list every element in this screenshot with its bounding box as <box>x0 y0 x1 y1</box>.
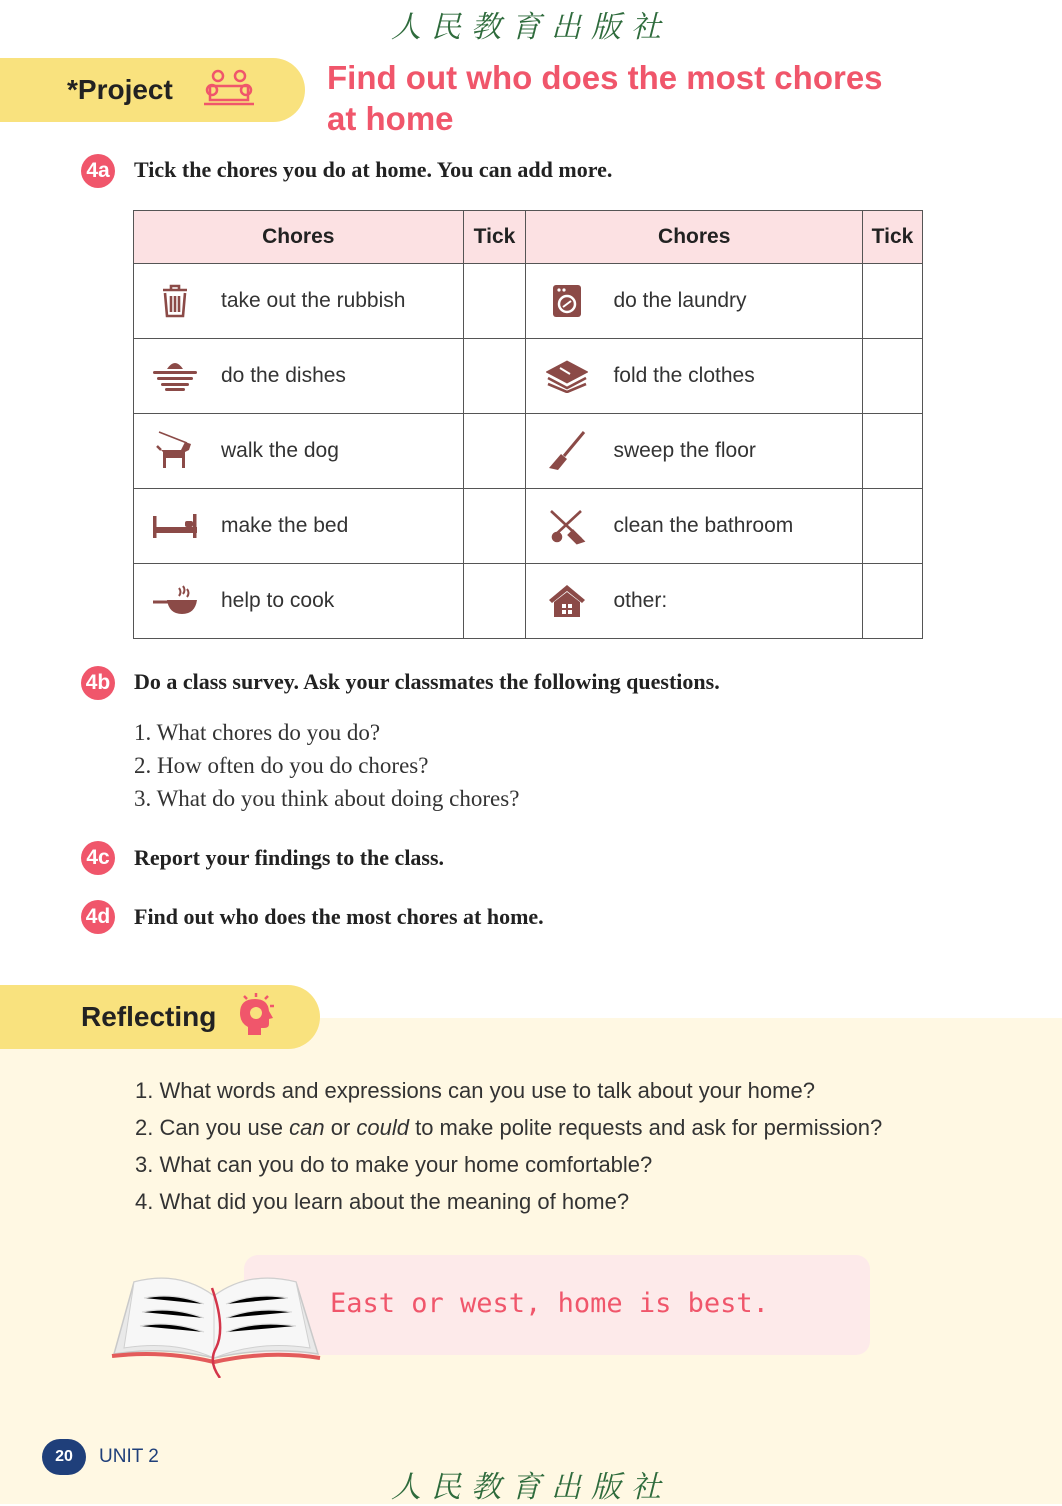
header-chores-left: Chores <box>134 211 464 264</box>
group-people-icon <box>201 68 257 113</box>
chore-label: fold the clothes <box>613 364 755 387</box>
list-item: 1. What words and expressions can you use to talk about your home? <box>135 1078 815 1103</box>
badge-4d: 4d <box>81 900 115 934</box>
house-icon <box>543 581 591 621</box>
reflecting-questions <box>135 1072 882 1220</box>
project-title-line1: Find out who does the most chores <box>327 59 883 96</box>
table-row <box>134 414 923 489</box>
list-item: 3. What can you do to make your home comfortable? <box>135 1152 653 1177</box>
project-tab <box>0 58 305 122</box>
chore-label: help to cook <box>221 589 335 612</box>
badge-4b: 4b <box>81 666 115 700</box>
table-row <box>134 489 923 564</box>
dog-icon <box>151 431 199 471</box>
page-number-badge: 20 <box>42 1439 86 1475</box>
publisher-logo-bottom: 人民教育出版社 <box>391 1470 671 1505</box>
project-tab-label: *Project <box>67 74 173 105</box>
lightbulb-head-icon <box>238 991 282 1044</box>
chore-label: sweep the floor <box>613 439 756 462</box>
tick-cell[interactable] <box>863 489 923 564</box>
header-chores-right: Chores <box>526 211 863 264</box>
tick-cell[interactable] <box>863 339 923 414</box>
table-row <box>134 264 923 339</box>
chore-label: take out the rubbish <box>221 289 406 312</box>
frying-pan-icon <box>151 581 199 621</box>
tick-cell[interactable] <box>863 264 923 339</box>
table-row <box>134 339 923 414</box>
tick-cell[interactable] <box>463 339 526 414</box>
instruction-4c: Report your findings to the class. <box>134 845 445 870</box>
instruction-4b: Do a class survey. Ask your classmates the following questions. <box>134 669 720 694</box>
project-title <box>327 57 883 139</box>
instruction-4d: Find out who does the most chores at home. <box>134 904 544 929</box>
survey-questions <box>134 716 519 815</box>
list-item: 4. What did you learn about the meaning of home? <box>135 1189 630 1214</box>
tick-cell[interactable] <box>463 414 526 489</box>
reflecting-tab <box>0 985 320 1049</box>
open-book-icon <box>108 1268 323 1383</box>
bed-icon <box>151 506 199 546</box>
list-item: 1. What chores do you do? <box>134 720 381 745</box>
chores-table <box>133 210 923 639</box>
header-tick-right: Tick <box>863 211 923 264</box>
badge-4c: 4c <box>81 841 115 875</box>
project-title-line2: at home <box>327 100 454 137</box>
washing-machine-icon <box>543 281 591 321</box>
tick-cell[interactable] <box>463 264 526 339</box>
cleaning-tools-icon <box>543 506 591 546</box>
quote-text: East or west, home is best. <box>330 1288 769 1319</box>
chore-label: walk the dog <box>221 439 339 462</box>
badge-4a: 4a <box>81 154 115 188</box>
chore-label: do the dishes <box>221 364 346 387</box>
chore-label: clean the bathroom <box>613 514 794 537</box>
tick-cell[interactable] <box>463 564 526 639</box>
instruction-4a: Tick the chores you do at home. You can add more. <box>134 157 613 182</box>
list-item: 3. What do you think about doing chores? <box>134 786 520 811</box>
list-item: 2. How often do you do chores? <box>134 753 429 778</box>
chore-label: other: <box>613 589 668 612</box>
unit-label: UNIT 2 <box>99 1446 159 1467</box>
q2-can: can <box>289 1115 325 1140</box>
tick-cell[interactable] <box>863 564 923 639</box>
tick-cell[interactable] <box>863 414 923 489</box>
list-item <box>135 1109 882 1146</box>
header-tick-left: Tick <box>463 211 526 264</box>
publisher-logo-top: 人民教育出版社 <box>391 10 671 45</box>
trash-can-icon <box>151 281 199 321</box>
q2-could: could <box>356 1115 409 1140</box>
broom-icon <box>543 431 591 471</box>
q2-prefix: 2. Can you use <box>135 1115 290 1140</box>
q2-suffix: to make polite requests and ask for permission? <box>408 1115 883 1140</box>
folded-clothes-icon <box>543 356 591 396</box>
dishes-icon <box>151 356 199 396</box>
tick-cell[interactable] <box>463 489 526 564</box>
chore-label: do the laundry <box>613 289 747 312</box>
q2-or: or <box>324 1115 357 1140</box>
chores-table-header <box>134 211 923 264</box>
chore-label: make the bed <box>221 514 349 537</box>
reflecting-tab-label: Reflecting <box>81 1001 217 1032</box>
table-row <box>134 564 923 639</box>
